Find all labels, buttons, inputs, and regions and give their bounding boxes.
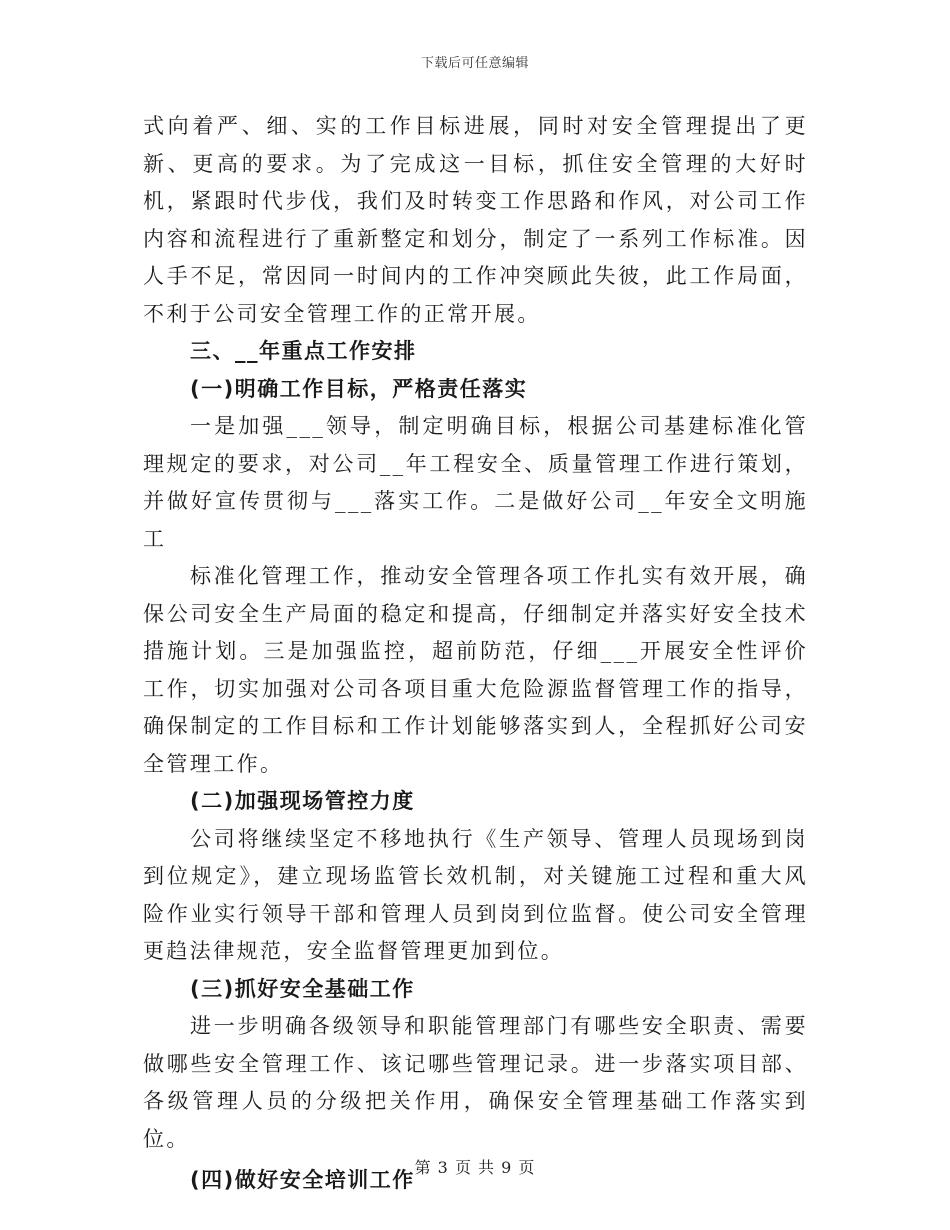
subsection-heading-3: (三)抓好安全基础工作 — [190, 976, 415, 1001]
paragraph-safety-basics: 进一步明确各级领导和职能管理部门有哪些安全职责、需要做哪些安全管理工作、该记哪些管理记录。进一步落实项目部、各级管理人员的分级把关作用，确保安全管理基础工作落实到位。 — [143, 1014, 808, 1151]
page-number: 第 3 页 共 9 页 — [414, 1158, 536, 1177]
section-heading-3: 三、__年重点工作安排 — [190, 339, 417, 363]
subsection-heading-2: (二)加强现场管控力度 — [190, 789, 415, 813]
subsection-heading-1: (一)明确工作目标，严格责任落实 — [190, 376, 528, 401]
paragraph-continuation: 式向着严、细、实的工作目标进展，同时对安全管理提出了更新、更高的要求。为了完成这一目标，抓住安全管理的大好时机，紧跟时代步伐，我们及时转变工作思路和作风，对公司工作内容和流程进行了重新整定和划分，制定了一系列工作标准。因人手不足，常因同一时间内的工作冲突顾此失彼，此工作局面，不利于公司安全管理工作的正常开展。 — [143, 114, 808, 326]
document-body — [143, 108, 808, 1200]
paragraph-goals: 一是加强___领导，制定明确目标，根据公司基建标准化管理规定的要求，对公司__年工程安全、质量管理工作进行策划，并做好宣传贯彻与___落实工作。二是做好公司__年安全文明施工 — [143, 414, 808, 551]
paragraph-site-control: 公司将继续坚定不移地执行《生产领导、管理人员现场到岗到位规定》，建立现场监管长效机制，对关键施工过程和重大风险作业实行领导干部和管理人员到岗到位监督。使公司安全管理更趋法律规范，安全监督管理更加到位。 — [143, 826, 808, 963]
subsection-heading-4: (四)做好安全培训工作 — [190, 1168, 415, 1192]
page-header: 下载后可任意编辑 — [420, 56, 529, 71]
paragraph-standardization: 标准化管理工作，推动安全管理各项工作扎实有效开展，确保公司安全生产局面的稳定和提高，仔细制定并落实好安全技术措施计划。三是加强监控，超前防范，仔细___开展安全性评价工作，切实加强对公司各项目重大危险源监督管理工作的指导，确保制定的工作目标和工作计划能够落实到人，全程抓好公司安全管理工作。 — [143, 564, 808, 776]
